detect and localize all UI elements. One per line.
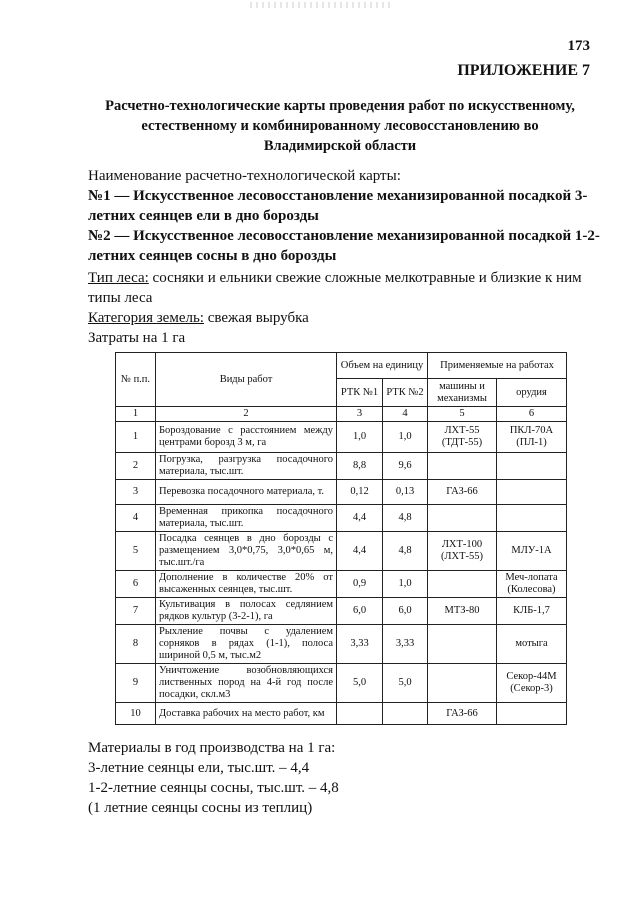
work-description: Бороздование с расстоянием между центрами борозд 3 м, га (156, 422, 337, 453)
machine-cell: ГАЗ-66 (428, 480, 497, 505)
table-row (116, 422, 567, 453)
row-number: 6 (116, 571, 156, 598)
machine-cell (428, 664, 497, 703)
index-cell: 3 (337, 407, 383, 422)
materials-heading: Материалы в год производства на 1 га: (88, 740, 336, 756)
rtk1-value: 5,0 (337, 664, 383, 703)
page-number: 173 (567, 38, 590, 54)
tool-cell: МЛУ-1А (497, 532, 567, 571)
header-machines: машины и механизмы (428, 379, 497, 407)
row-number: 4 (116, 505, 156, 532)
machine-cell (428, 625, 497, 664)
card-item-1: №1 — Искусственное лесовосстановление механизированной посадкой 3-летних сеянцев ели в дно борозды (88, 188, 588, 224)
machine-cell: ГАЗ-66 (428, 703, 497, 725)
rtk1-value: 4,4 (337, 505, 383, 532)
forest-type-label: Тип леса: (88, 270, 149, 286)
work-description: Посадка сеянцев в дно борозды с размещением 3,0*0,75, 3,0*0,65 м, тыс.шт./га (156, 532, 337, 571)
table-row (116, 664, 567, 703)
header-rtk2: РТК №2 (383, 379, 428, 407)
table-rows (116, 422, 567, 725)
document-title (60, 96, 620, 156)
row-number: 3 (116, 480, 156, 505)
row-number: 1 (116, 422, 156, 453)
forest-type-value: сосняки и ельники свежие сложные мелкотравные и близкие к ним типы леса (88, 270, 582, 306)
work-description: Перевозка посадочного материала, т. (156, 480, 337, 505)
work-description: Временная прикопка посадочного материала, тыс.шт. (156, 505, 337, 532)
machine-cell: МТЗ-80 (428, 598, 497, 625)
materials-block (88, 738, 608, 818)
scan-artifact (250, 2, 390, 8)
row-number: 2 (116, 453, 156, 480)
work-description: Погрузка, разгрузка посадочного материала, тыс.шт. (156, 453, 337, 480)
rtk1-value: 8,8 (337, 453, 383, 480)
tool-cell: Меч-лопата (Колесова) (497, 571, 567, 598)
rtk2-value: 6,0 (383, 598, 428, 625)
table-row (116, 532, 567, 571)
land-category-value: свежая вырубка (203, 310, 309, 326)
row-number: 10 (116, 703, 156, 725)
land-category (88, 308, 608, 328)
title-line: Владимирской области (263, 138, 417, 154)
table-row (116, 571, 567, 598)
materials-line: 1-2-летние сеянцы сосны, тыс.шт. – 4,8 (88, 780, 339, 796)
tool-cell (497, 703, 567, 725)
rtk1-value: 0,12 (337, 480, 383, 505)
rtk1-value: 6,0 (337, 598, 383, 625)
cost-label: Затраты на 1 га (88, 330, 186, 346)
tool-cell: Секор-44М (Секор-3) (497, 664, 567, 703)
title-line: Расчетно-технологические карты проведения работ по искусственному, (105, 98, 575, 114)
rtk2-value: 0,13 (383, 480, 428, 505)
machine-cell (428, 505, 497, 532)
work-description: Дополнение в количестве 20% от высаженных сеянцев, тыс.шт. (156, 571, 337, 598)
machine-cell (428, 453, 497, 480)
header-rtk1: РТК №1 (337, 379, 383, 407)
header-num: № п.п. (116, 353, 156, 407)
forest-info (88, 268, 608, 348)
rtk2-value: 3,33 (383, 625, 428, 664)
index-cell: 2 (156, 407, 337, 422)
tool-cell (497, 480, 567, 505)
index-cell: 5 (428, 407, 497, 422)
machine-cell: ЛХТ-55 (ТДТ-55) (428, 422, 497, 453)
header-works: Виды работ (156, 353, 337, 407)
table-row (116, 703, 567, 725)
rtk2-value: 5,0 (383, 664, 428, 703)
row-number: 7 (116, 598, 156, 625)
materials-line: 3-летние сеянцы ели, тыс.шт. – 4,4 (88, 760, 310, 776)
rtk2-value: 1,0 (383, 422, 428, 453)
work-description: Уничтожение возобновляющихся лиственных пород на 4-й год после посадки, скл.м3 (156, 664, 337, 703)
machine-cell (428, 571, 497, 598)
machine-cell: ЛХТ-100 (ЛХТ-55) (428, 532, 497, 571)
tool-cell (497, 505, 567, 532)
work-description: Доставка рабочих на место работ, км (156, 703, 337, 725)
card-item-2: №2 — Искусственное лесовосстановление механизированной посадкой 1-2-летних сеянцев сосны в дно борозды (88, 228, 600, 264)
title-line: естественному и комбинированному лесовосстановлению во (141, 118, 539, 134)
card-names (88, 166, 608, 266)
rtk2-value: 9,6 (383, 453, 428, 480)
index-cell: 1 (116, 407, 156, 422)
rtk1-value: 3,33 (337, 625, 383, 664)
tool-cell: ПКЛ-70А (ПЛ-1) (497, 422, 567, 453)
row-number: 5 (116, 532, 156, 571)
tool-cell: КЛБ-1,7 (497, 598, 567, 625)
materials-line: (1 летние сеянцы сосны из теплиц) (88, 800, 313, 816)
rtk1-value: 4,4 (337, 532, 383, 571)
rtk1-value (337, 703, 383, 725)
works-table (115, 352, 567, 725)
forest-type (88, 268, 608, 308)
header-applied: Применяемые на работах (428, 353, 567, 379)
index-cell: 6 (497, 407, 567, 422)
row-number: 8 (116, 625, 156, 664)
row-number: 9 (116, 664, 156, 703)
work-description: Рыхление почвы с удалением сорняков в рядах (1-1), полоса шириной 0,5 м, тыс.м2 (156, 625, 337, 664)
index-cell: 4 (383, 407, 428, 422)
rtk2-value: 4,8 (383, 532, 428, 571)
table-row (116, 505, 567, 532)
tool-cell (497, 453, 567, 480)
table-row (116, 625, 567, 664)
header-volume: Объем на единицу (337, 353, 428, 379)
rtk1-value: 0,9 (337, 571, 383, 598)
rtk2-value: 1,0 (383, 571, 428, 598)
table-row (116, 598, 567, 625)
rtk1-value: 1,0 (337, 422, 383, 453)
tool-cell: мотыга (497, 625, 567, 664)
rtk2-value (383, 703, 428, 725)
rtk2-value: 4,8 (383, 505, 428, 532)
header-tools: орудия (497, 379, 567, 407)
card-name-label: Наименование расчетно-технологической карты: (88, 168, 401, 184)
land-category-label: Категория земель: (88, 310, 204, 326)
appendix-label: ПРИЛОЖЕНИЕ 7 (457, 62, 590, 79)
table-row (116, 480, 567, 505)
work-description: Культивация в полосах седлянием рядков культур (3-2-1), га (156, 598, 337, 625)
table-row (116, 453, 567, 480)
